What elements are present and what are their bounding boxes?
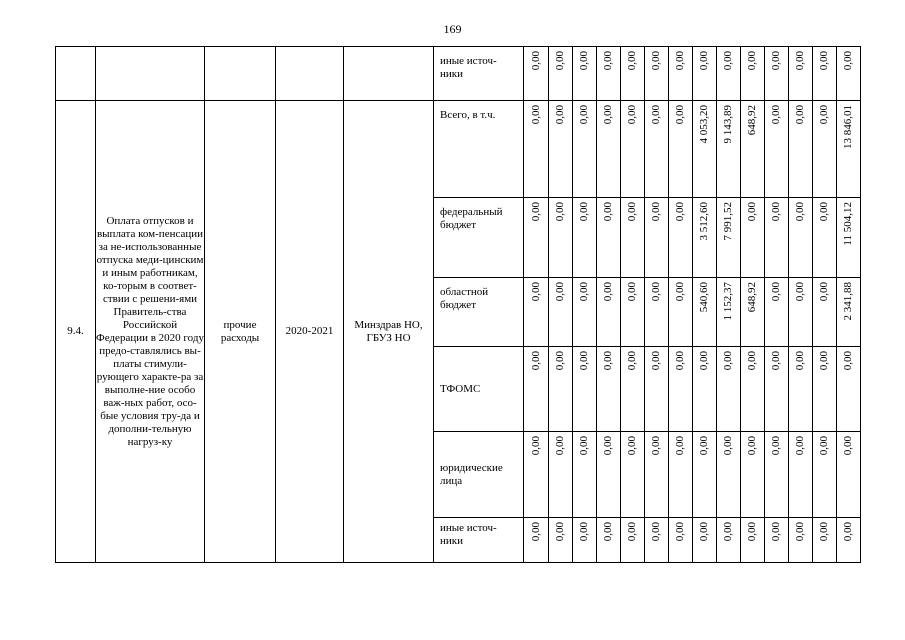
value-text: 0,00: [650, 51, 662, 71]
page-number: 169: [443, 22, 462, 36]
value-text: 0,00: [529, 436, 542, 456]
value-cell: [693, 47, 717, 101]
value-text: 0,00: [698, 522, 710, 542]
value-cell: [789, 47, 813, 101]
value-text: 0,00: [554, 436, 566, 456]
years: 2020-2021: [276, 101, 344, 563]
value-cell: [621, 198, 645, 278]
value-cell: [524, 347, 549, 432]
value-cell: [669, 101, 693, 198]
value-text: 540,60: [698, 282, 710, 313]
source-label: ТФОМС: [434, 347, 524, 432]
value-cell: [549, 347, 573, 432]
value-text: 0,00: [746, 351, 758, 371]
value-text: 0,00: [674, 351, 686, 371]
value-text: 0,00: [770, 202, 782, 222]
value-text: 0,00: [602, 51, 614, 71]
value-cell: [524, 518, 549, 563]
value-text: 0,00: [794, 51, 806, 71]
value-text: 11 504,12: [842, 202, 854, 246]
value-text: 0,00: [650, 436, 662, 456]
value-text: 0,00: [650, 105, 662, 125]
value-cell: [621, 347, 645, 432]
value-text: 0,00: [554, 282, 566, 302]
value-text: 0,00: [770, 282, 782, 302]
value-cell: [669, 278, 693, 347]
table-row-prev: [56, 47, 861, 101]
value-cell: [789, 518, 813, 563]
value-cell: [524, 432, 549, 518]
value-cell: [645, 432, 669, 518]
value-cell: [837, 198, 861, 278]
value-cell: [549, 432, 573, 518]
value-text: 0,00: [578, 522, 590, 542]
value-cell: [524, 198, 549, 278]
value-text: 7 991,52: [722, 202, 734, 241]
value-cell: [645, 198, 669, 278]
value-text: 0,00: [674, 282, 686, 302]
value-text: 0,00: [529, 105, 542, 125]
value-text: 0,00: [554, 51, 566, 71]
value-cell: [597, 198, 621, 278]
value-cell: [789, 347, 813, 432]
value-cell: [693, 347, 717, 432]
value-cell: [741, 198, 765, 278]
value-cell: [765, 198, 789, 278]
value-cell: [837, 47, 861, 101]
value-cell: [597, 347, 621, 432]
value-cell: [645, 278, 669, 347]
source-label: областной бюджет: [434, 278, 524, 347]
value-text: 0,00: [722, 351, 734, 371]
value-text: 0,00: [794, 351, 806, 371]
value-text: 0,00: [698, 351, 710, 371]
value-cell: [669, 518, 693, 563]
value-text: 0,00: [674, 202, 686, 222]
value-cell: [765, 432, 789, 518]
value-text: 0,00: [626, 351, 638, 371]
value-text: 0,00: [770, 51, 782, 71]
value-text: 0,00: [746, 522, 758, 542]
value-cell: [549, 518, 573, 563]
value-cell: [597, 518, 621, 563]
value-cell: [597, 47, 621, 101]
value-cell: [645, 518, 669, 563]
value-cell: [621, 278, 645, 347]
value-text: 0,00: [602, 202, 614, 222]
value-text: 0,00: [842, 522, 854, 542]
value-text: 0,00: [770, 522, 782, 542]
value-text: 0,00: [554, 202, 566, 222]
value-cell: [741, 278, 765, 347]
value-text: 0,00: [626, 522, 638, 542]
value-cell: [837, 278, 861, 347]
value-text: 0,00: [626, 202, 638, 222]
value-cell: [765, 47, 789, 101]
value-text: 0,00: [602, 522, 614, 542]
value-cell: [621, 101, 645, 198]
empty-cell: [205, 47, 276, 101]
value-cell: [813, 432, 837, 518]
value-cell: [789, 198, 813, 278]
value-text: 0,00: [626, 436, 638, 456]
value-cell: [621, 432, 645, 518]
value-text: 0,00: [626, 282, 638, 302]
value-cell: [693, 278, 717, 347]
value-text: 0,00: [746, 202, 758, 222]
value-cell: [741, 518, 765, 563]
value-text: 3 512,60: [698, 202, 710, 241]
value-cell: [621, 47, 645, 101]
value-cell: [789, 432, 813, 518]
value-text: 0,00: [650, 282, 662, 302]
value-cell: [669, 347, 693, 432]
value-text: 0,00: [626, 51, 638, 71]
value-cell: [717, 518, 741, 563]
table-body: [56, 47, 861, 563]
value-text: 0,00: [602, 351, 614, 371]
value-text: 0,00: [818, 282, 830, 302]
value-cell: [693, 101, 717, 198]
value-cell: [813, 518, 837, 563]
value-cell: [717, 101, 741, 198]
value-cell: [645, 47, 669, 101]
value-text: 0,00: [794, 105, 806, 125]
value-cell: [717, 432, 741, 518]
value-cell: [669, 198, 693, 278]
value-cell: [524, 101, 549, 198]
value-cell: [837, 101, 861, 198]
value-text: 13 846,01: [842, 105, 854, 149]
value-text: 0,00: [722, 436, 734, 456]
value-cell: [837, 432, 861, 518]
value-cell: [765, 101, 789, 198]
value-text: 0,00: [746, 51, 758, 71]
source-label: иные источ- ники: [434, 47, 524, 101]
value-cell: [524, 278, 549, 347]
value-cell: [789, 278, 813, 347]
value-cell: [597, 101, 621, 198]
value-text: 0,00: [554, 105, 566, 125]
value-cell: [765, 518, 789, 563]
value-cell: [669, 47, 693, 101]
value-text: 0,00: [578, 436, 590, 456]
value-text: 0,00: [842, 51, 854, 71]
value-cell: [717, 278, 741, 347]
value-cell: [813, 47, 837, 101]
value-text: 0,00: [746, 436, 758, 456]
value-text: 0,00: [794, 436, 806, 456]
value-text: 0,00: [842, 436, 854, 456]
value-text: 0,00: [602, 282, 614, 302]
value-text: 1 152,37: [722, 282, 734, 321]
value-text: 0,00: [578, 282, 590, 302]
value-cell: [597, 278, 621, 347]
empty-cell: [96, 47, 205, 101]
value-text: 0,00: [529, 202, 542, 222]
value-cell: [621, 518, 645, 563]
value-text: 0,00: [770, 105, 782, 125]
value-cell: [573, 432, 597, 518]
value-text: 0,00: [602, 105, 614, 125]
value-text: 0,00: [818, 51, 830, 71]
source-label: юридические лица: [434, 432, 524, 518]
empty-cell: [276, 47, 344, 101]
value-text: 0,00: [650, 351, 662, 371]
expense-type: прочие расходы: [205, 101, 276, 563]
value-text: 0,00: [674, 436, 686, 456]
value-cell: [573, 347, 597, 432]
value-cell: [549, 278, 573, 347]
value-cell: [573, 101, 597, 198]
value-text: 0,00: [578, 105, 590, 125]
value-text: 0,00: [818, 202, 830, 222]
value-cell: [549, 198, 573, 278]
item-description: Оплата отпусков и выплата ком-пенсации за не-использованные отпуска меди-цинским и иным работникам, ко-торым в соответ-ствии с решени-ями Правитель-ства Российской Федерации в 2020 году предо-ставлялись вы-платы стимули-рующего характе-ра за выполне-ние особо важ-ных работ, осо-бые условия тру-да и дополни-тельную нагруз-ку: [96, 101, 205, 563]
value-text: 0,00: [529, 51, 542, 71]
value-text: 0,00: [578, 351, 590, 371]
source-label: Всего, в т.ч.: [434, 101, 524, 198]
value-text: 0,00: [722, 522, 734, 542]
value-text: 0,00: [794, 282, 806, 302]
value-cell: [573, 518, 597, 563]
value-cell: [837, 518, 861, 563]
value-text: 0,00: [674, 51, 686, 71]
value-cell: [549, 47, 573, 101]
value-text: 0,00: [842, 351, 854, 371]
value-text: 0,00: [770, 436, 782, 456]
value-cell: [717, 347, 741, 432]
value-cell: [741, 101, 765, 198]
value-cell: [813, 101, 837, 198]
value-text: 0,00: [578, 202, 590, 222]
value-cell: [549, 101, 573, 198]
value-cell: [573, 47, 597, 101]
value-text: 0,00: [529, 351, 542, 371]
value-cell: [837, 347, 861, 432]
value-text: 0,00: [602, 436, 614, 456]
table-row: [56, 101, 861, 198]
value-text: 0,00: [818, 522, 830, 542]
value-cell: [573, 198, 597, 278]
value-cell: [789, 101, 813, 198]
value-cell: [597, 432, 621, 518]
value-cell: [573, 278, 597, 347]
value-cell: [645, 101, 669, 198]
value-text: 648,92: [746, 105, 758, 136]
value-text: 0,00: [722, 51, 734, 71]
source-label: иные источ- ники: [434, 518, 524, 563]
value-text: 0,00: [529, 522, 542, 542]
value-cell: [645, 347, 669, 432]
source-label: федеральный бюджет: [434, 198, 524, 278]
item-number: 9.4.: [56, 101, 96, 563]
value-cell: [693, 432, 717, 518]
value-text: 0,00: [818, 105, 830, 125]
value-cell: [765, 278, 789, 347]
value-text: 0,00: [818, 351, 830, 371]
value-cell: [669, 432, 693, 518]
value-text: 0,00: [529, 282, 542, 302]
value-text: 0,00: [650, 202, 662, 222]
value-text: 4 053,20: [698, 105, 710, 144]
value-text: 0,00: [578, 51, 590, 71]
value-cell: [717, 198, 741, 278]
value-text: 9 143,89: [722, 105, 734, 144]
value-cell: [813, 198, 837, 278]
value-text: 648,92: [746, 282, 758, 313]
value-text: 0,00: [818, 436, 830, 456]
executor: Минздрав НО, ГБУЗ НО: [344, 101, 434, 563]
value-cell: [524, 47, 549, 101]
value-text: 0,00: [650, 522, 662, 542]
value-text: 0,00: [626, 105, 638, 125]
value-text: 0,00: [698, 51, 710, 71]
value-cell: [813, 278, 837, 347]
value-cell: [693, 198, 717, 278]
value-cell: [717, 47, 741, 101]
empty-cell: [56, 47, 96, 101]
value-cell: [693, 518, 717, 563]
value-text: 0,00: [698, 436, 710, 456]
value-text: 0,00: [554, 351, 566, 371]
value-cell: [813, 347, 837, 432]
value-text: 0,00: [674, 105, 686, 125]
empty-cell: [344, 47, 434, 101]
value-cell: [741, 47, 765, 101]
value-text: 2 341,88: [842, 282, 854, 321]
value-text: 0,00: [554, 522, 566, 542]
value-text: 0,00: [794, 522, 806, 542]
financing-table: [55, 46, 861, 563]
value-cell: [765, 347, 789, 432]
value-text: 0,00: [674, 522, 686, 542]
value-cell: [741, 347, 765, 432]
value-cell: [741, 432, 765, 518]
value-text: 0,00: [794, 202, 806, 222]
value-text: 0,00: [770, 351, 782, 371]
